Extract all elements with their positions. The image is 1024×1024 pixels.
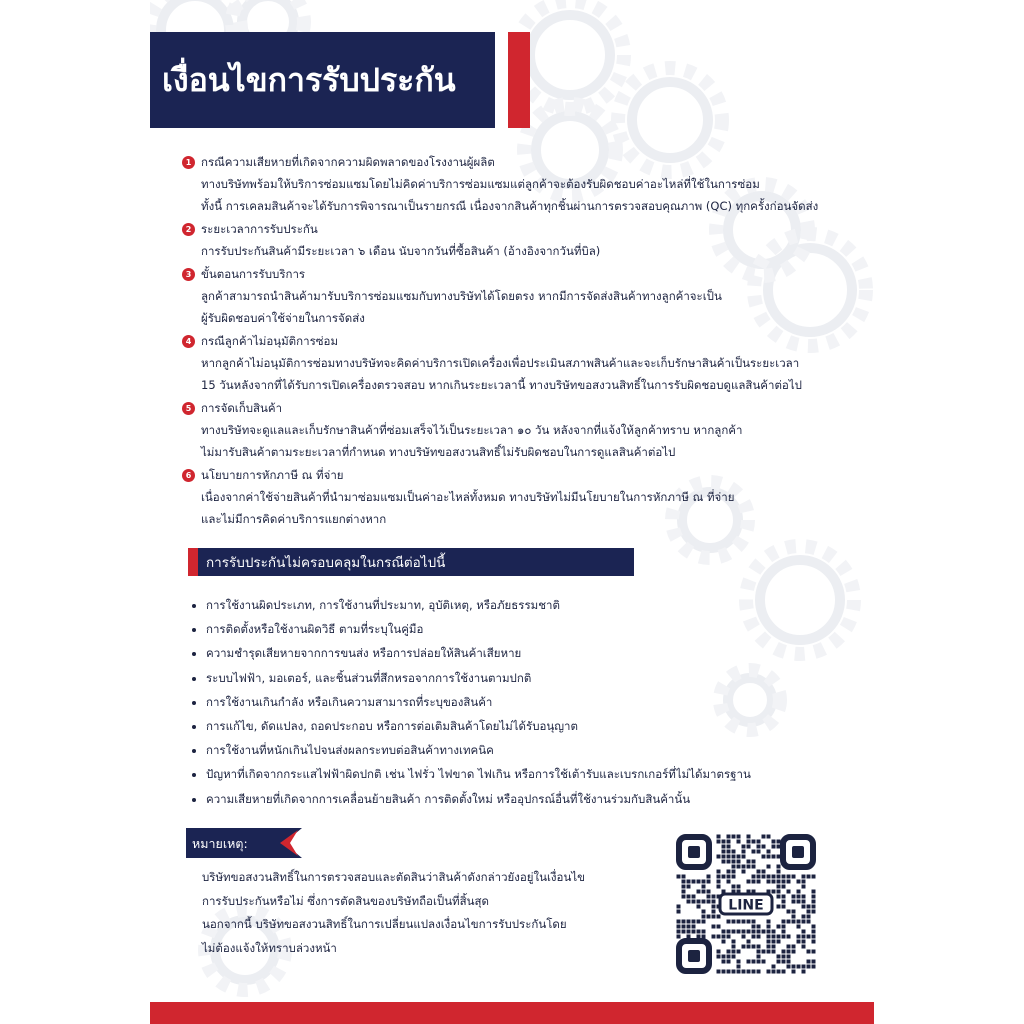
condition-text: เนื่องจากค่าใช้จ่ายสินค้าที่นำมาซ่อมแซมเป็นค่าอะไหล่ทั้งหมด ทางบริษัทไม่มีนโยบายในการหักภาษี ณ ที่จ่าย (201, 490, 735, 504)
number-badge: 5 (182, 402, 195, 415)
list-item-text: การใช้งานเกินกำลัง หรือเกินความสามารถที่ระบุของสินค้า (206, 694, 493, 709)
bullet-icon (192, 628, 196, 632)
condition-text: ทางบริษัทพร้อมให้บริการซ่อมแซมโดยไม่คิดค่าบริการซ่อมแซมแต่ลูกค้าจะต้องรับผิดชอบค่าอะไหล่ที่ใช้ในการซ่อม (201, 177, 760, 191)
list-item (192, 642, 832, 666)
list-item (192, 763, 832, 787)
note-line: บริษัทขอสงวนสิทธิ์ในการตรวจสอบและตัดสินว่าสินค้าดังกล่าวยังอยู่ในเงื่อนไข (202, 870, 585, 884)
condition-3 (182, 264, 866, 329)
condition-text: ไม่มารับสินค้าตามระยะเวลาที่กำหนด ทางบริษัทขอสงวนสิทธิ์ไม่รับผิดชอบในการดูแลสินค้าต่อไป (201, 445, 676, 459)
condition-title: กรณีลูกค้าไม่อนุมัติการซ่อม (201, 333, 339, 348)
list-item-text: ระบบไฟฟ้า, มอเตอร์, และชิ้นส่วนที่สึกหรอจากการใช้งานตามปกติ (206, 670, 532, 685)
list-item-text: ความเสียหายที่เกิดจากการเคลื่อนย้ายสินค้า การติดตั้งใหม่ หรืออุปกรณ์อื่นที่ใช้งานร่วมกับสินค้านั้น (206, 791, 691, 806)
exclusions-list (192, 594, 832, 812)
page-title: เงื่อนไขการรับประกัน (162, 60, 456, 99)
list-item (192, 691, 832, 715)
exclusions-accent-bar (188, 548, 198, 576)
list-item-text: การใช้งานผิดประเภท, การใช้งานที่ประมาท, อุบัติเหตุ, หรือภัยธรรมชาติ (206, 598, 560, 613)
condition-1 (182, 152, 866, 217)
footer-bar (150, 1002, 874, 1024)
note-label: หมายเหตุ: (192, 836, 248, 851)
bullet-icon (192, 604, 196, 608)
condition-text: ทั้งนี้ การเคลมสินค้าจะได้รับการพิจารณาเป็นรายกรณี เนื่องจากสินค้าทุกชิ้นผ่านการตรวจสอบคุณภาพ (QC) ทุกครั้งก่อนจัดส่ง (201, 199, 819, 213)
bullet-icon (192, 652, 196, 656)
exclusions-header (188, 548, 634, 576)
condition-5 (182, 398, 866, 463)
number-badge: 6 (182, 469, 195, 482)
condition-title: กรณีความเสียหายที่เกิดจากความผิดพลาดของโรงงานผู้ผลิต (201, 154, 495, 169)
list-item-text: การแก้ไข, ดัดแปลง, ถอดประกอบ หรือการต่อเติมสินค้าโดยไม่ได้รับอนุญาต (206, 719, 578, 734)
list-item (192, 739, 832, 763)
list-item (192, 788, 832, 812)
condition-4 (182, 331, 866, 396)
conditions-list (182, 152, 866, 532)
list-item-text: การใช้งานที่หนักเกินไปจนส่งผลกระทบต่อสินค้าทางเทคนิค (206, 743, 494, 758)
list-item (192, 618, 832, 642)
gear-icon (632, 82, 708, 158)
condition-text: การรับประกันสินค้ามีระยะเวลา ๖ เดือน นับจากวันที่ซื้อสินค้า (อ้างอิงจากวันที่บิล) (201, 244, 601, 258)
condition-6 (182, 465, 866, 530)
condition-title: ระยะเวลาการรับประกัน (201, 221, 318, 236)
title-banner (150, 32, 495, 128)
bullet-icon (192, 701, 196, 705)
list-item (192, 594, 832, 618)
condition-title: ขั้นตอนการรับบริการ (201, 266, 306, 281)
line-qr-code[interactable] (676, 834, 816, 974)
bullet-icon (192, 773, 196, 777)
note-line: นอกจากนี้ บริษัทขอสงวนสิทธิ์ในการเปลี่ยนแปลงเงื่อนไขการรับประกันโดย (202, 917, 567, 931)
bullet-icon (192, 798, 196, 802)
condition-text: และไม่มีการคิดค่าบริการแยกต่างหาก (201, 512, 387, 526)
note-line: ไม่ต้องแจ้งให้ทราบล่วงหน้า (202, 940, 337, 955)
list-item-text: ความชำรุดเสียหายจากการขนส่ง หรือการปล่อยให้สินค้าเสียหาย (206, 646, 522, 661)
condition-text: 15 วันหลังจากที่ได้รับการเปิดเครื่องตรวจสอบ หากเกินระยะเวลานี้ ทางบริษัทขอสงวนสิทธิ์ในการรับผิดชอบดูแลสินค้าต่อไป (201, 378, 802, 392)
condition-text: ทางบริษัทจะดูแลและเก็บรักษาสินค้าที่ซ่อมเสร็จไว้เป็นระยะเวลา ๑๐ วัน หลังจากที่แจ้งให้ลูกค้าทราบ หากลูกค้า (201, 423, 743, 437)
note-line: การรับประกันหรือไม่ ซึ่งการตัดสินของบริษัทถือเป็นที่สิ้นสุด (202, 893, 490, 908)
condition-2 (182, 219, 866, 262)
condition-title: นโยบายการหักภาษี ณ ที่จ่าย (201, 467, 344, 482)
qr-center-label: LINE (728, 897, 764, 914)
number-badge: 3 (182, 268, 195, 281)
number-badge: 2 (182, 223, 195, 236)
list-item (192, 715, 832, 739)
condition-text: ผู้รับผิดชอบค่าใช้จ่ายในการจัดส่ง (201, 311, 365, 325)
list-item-text: ปัญหาที่เกิดจากกระแสไฟฟ้าผิดปกติ เช่น ไฟรั่ว ไฟขาด ไฟเกิน หรือการใช้เต้ารับและเบรกเกอร์ที่ไม่ได้มาตรฐาน (206, 767, 751, 782)
list-item (192, 667, 832, 691)
exclusions-title: การรับประกันไม่ครอบคลุมในกรณีต่อไปนี้ (206, 555, 446, 571)
list-item-text: การติดตั้งหรือใช้งานผิดวิธี ตามที่ระบุในคู่มือ (206, 622, 424, 637)
condition-text: หากลูกค้าไม่อนุมัติการซ่อมทางบริษัทจะคิดค่าบริการเปิดเครื่องเพื่อประเมินสภาพสินค้าและจะเก็บรักษาสินค้าเป็นระยะเวลา (201, 356, 800, 370)
bullet-icon (192, 749, 196, 753)
number-badge: 1 (182, 156, 195, 169)
bullet-icon (192, 725, 196, 729)
bullet-icon (192, 677, 196, 681)
condition-text: ลูกค้าสามารถนำสินค้ามารับบริการซ่อมแซมกับทางบริษัทได้โดยตรง หากมีการจัดส่งสินค้าทางลูกค้าจะเป็น (201, 289, 722, 303)
note-text (202, 866, 672, 960)
gear-icon (530, 15, 610, 95)
condition-title: การจัดเก็บสินค้า (201, 400, 283, 415)
warranty-document (150, 0, 874, 1024)
number-badge: 4 (182, 335, 195, 348)
title-accent-bar (508, 32, 530, 128)
